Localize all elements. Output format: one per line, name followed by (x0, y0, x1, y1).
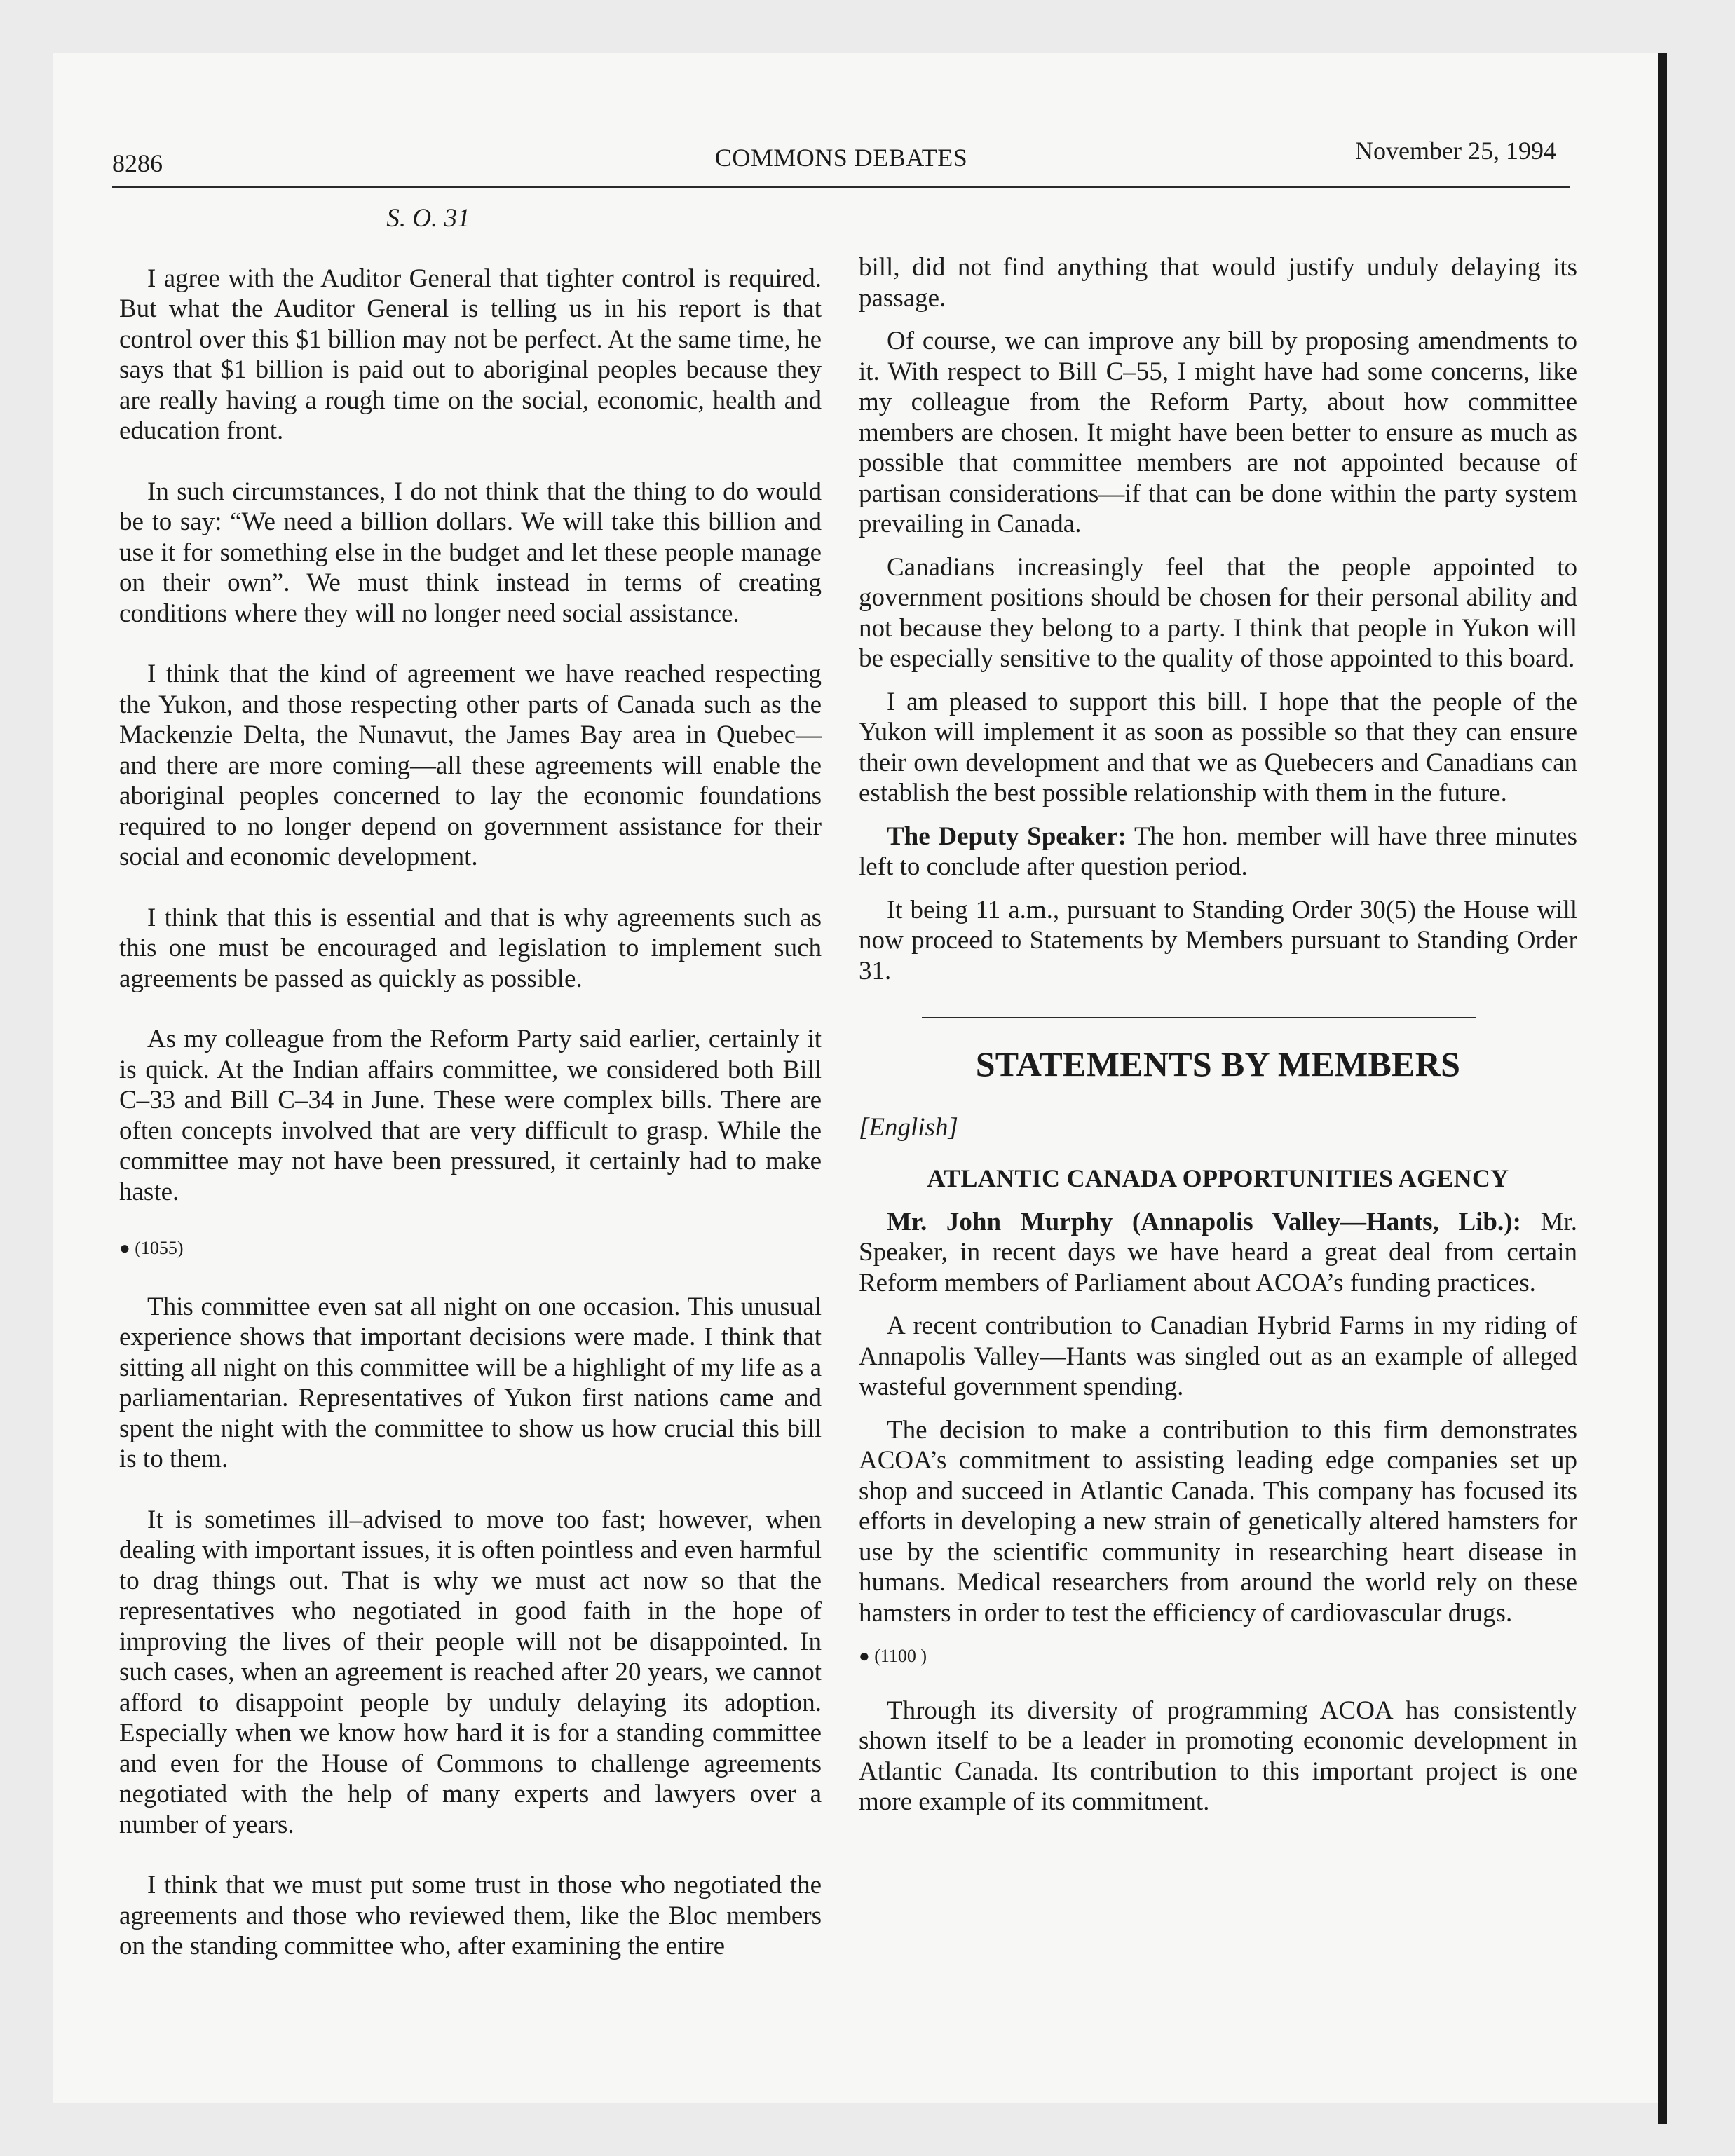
publication-title: COMMONS DEBATES (714, 144, 968, 172)
paragraph: In such circumstances, I do not think that the thing to do would be to say: “We need a billion dollars. We will take this billion and use it for something else in the budget and let these people manage on their own”. We must think instead in terms of creating conditions where they will no longer need social assistance. (119, 477, 822, 628)
speaker-label: Mr. John Murphy (Annapolis Valley—Hants, Lib.): (887, 1207, 1521, 1236)
paragraph: As my colleague from the Reform Party said earlier, certainly it is quick. At the Indian affairs committee, we considered both Bill C–33 and Bill C–34 in June. These were complex bills. There are often concepts involved that are very difficult to grasp. While the committee may not have been pressured, it certainly had to make haste. (119, 1025, 822, 1206)
left-column (119, 203, 822, 1992)
section-divider (922, 1017, 1476, 1018)
paragraph: Canadians increasingly feel that the people appointed to government positions should be chosen for their personal ability and not because they belong to a party. I think that people in Yukon will be especially sensitive to the quality of those appointed to this board. (859, 552, 1577, 673)
paragraph: I agree with the Auditor General that tighter control is required. But what the Auditor General is telling us in his report is that control over this $1 billion may not be perfect. At the same time, he says that $1 billion is paid out to aboriginal peoples because they are really having a rough time on the social, economic, health and education front. (119, 264, 822, 445)
statement-subheading: ATLANTIC CANADA OPPORTUNITIES AGENCY (927, 1164, 1509, 1192)
speaker-label: The Deputy Speaker: (887, 821, 1127, 851)
speaker-text: The hon. member will have three minutes left to conclude after question period. (859, 821, 1577, 881)
paragraph: It is sometimes ill–advised to move too fast; however, when dealing with important issues, it is often pointless and even harmful to drag things out. That is why we must act now so that the representatives who negotiated in good faith in the hope of improving the lives of their people will not be disappointed. In such cases, when an agreement is reached after 20 years, we cannot afford to disappoint people by unduly delaying its adoption. Especially when we know how hard it is for a standing committee and even for the House of Commons to challenge agreements negotiated with the help of many experts and lawyers over a number of years. (119, 1505, 822, 1839)
member-statement-paragraph (859, 1207, 1577, 1299)
section-title: STATEMENTS BY MEMBERS (975, 1044, 1461, 1084)
page-date: November 25, 1994 (1355, 137, 1556, 165)
paragraph: The decision to make a contribution to this firm demonstrates ACOA’s commitment to assisting leading edge companies set up shop and succeed in Atlantic Canada. This company has focused its efforts in developing a new strain of genetically altered hamsters for use by the scientific community in researching heart disease in humans. Medical researchers from around the world rely on these hamsters in order to test the efficiency of cardiovascular drugs. (859, 1415, 1577, 1628)
standing-order-subtitle: S. O. 31 (386, 204, 470, 233)
page-header (112, 137, 1570, 188)
language-tag: [English] (859, 1112, 958, 1142)
paragraph: Through its diversity of programming ACOA has consistently shown itself to be a leader in promoting economic development in Atlantic Canada. Its contribution to this important project is one more example of its commitment. (859, 1696, 1577, 1816)
time-marker: ● (1100 ) (859, 1646, 927, 1666)
deputy-speaker-paragraph (859, 821, 1577, 882)
paragraph: I think that the kind of agreement we have reached respecting the Yukon, and those respecting other parts of Canada such as the Mackenzie Delta, the Nunavut, the James Bay area in Quebec—and there are more coming—all these agreements will enable the aboriginal peoples concerned to lay the economic foundations required to no longer depend on government assistance for their social and economic development. (119, 660, 822, 871)
page-number: 8286 (112, 149, 163, 177)
time-marker: ● (1055) (119, 1238, 184, 1258)
speaker-text: Mr. Speaker, in recent days we have heard a great deal from certain Reform members of Parliament about ACOA’s funding practices. (859, 1207, 1578, 1297)
paragraph: I am pleased to support this bill. I hope that the people of the Yukon will implement it as soon as possible so that they can ensure their own development and that we as Quebecers and Canadians can establish the best possible relationship with them in the future. (859, 687, 1577, 807)
paragraph-continuation: bill, did not find anything that would justify unduly delaying its passage. (859, 253, 1577, 313)
paragraph: Of course, we can improve any bill by proposing amendments to it. With respect to Bill C–55, I might have had some concerns, like my colleague from the Reform Party, about how committee members are chosen. It might have been better to ensure as much as possible that committee members are not appointed because of partisan considerations—if that can be done within the party system prevailing in Canada. (859, 327, 1577, 538)
paragraph: This committee even sat all night on one occasion. This unusual experience shows that important decisions were made. I think that sitting all night on this committee will be a highlight of my life as a parliamentarian. Representatives of Yukon first nations came and spent the night with the committee to show us how crucial this bill is to them. (119, 1292, 822, 1473)
paragraph: It being 11 a.m., pursuant to Standing Order 30(5) the House will now proceed to Statements by Members pursuant to Standing Order 31. (859, 895, 1577, 985)
paragraph: I think that we must put some trust in those who negotiated the agreements and those who reviewed them, like the Bloc members on the standing committee who, after examining the entire (119, 1871, 822, 1960)
right-column (859, 252, 1577, 1830)
paragraph: A recent contribution to Canadian Hybrid Farms in my riding of Annapolis Valley—Hants was singled out as an example of alleged wasteful government spending. (859, 1311, 1577, 1401)
paragraph: I think that this is essential and that is why agreements such as this one must be encouraged and legislation to implement such agreements be passed as quickly as possible. (119, 903, 822, 993)
scan-edge (1658, 53, 1667, 2124)
